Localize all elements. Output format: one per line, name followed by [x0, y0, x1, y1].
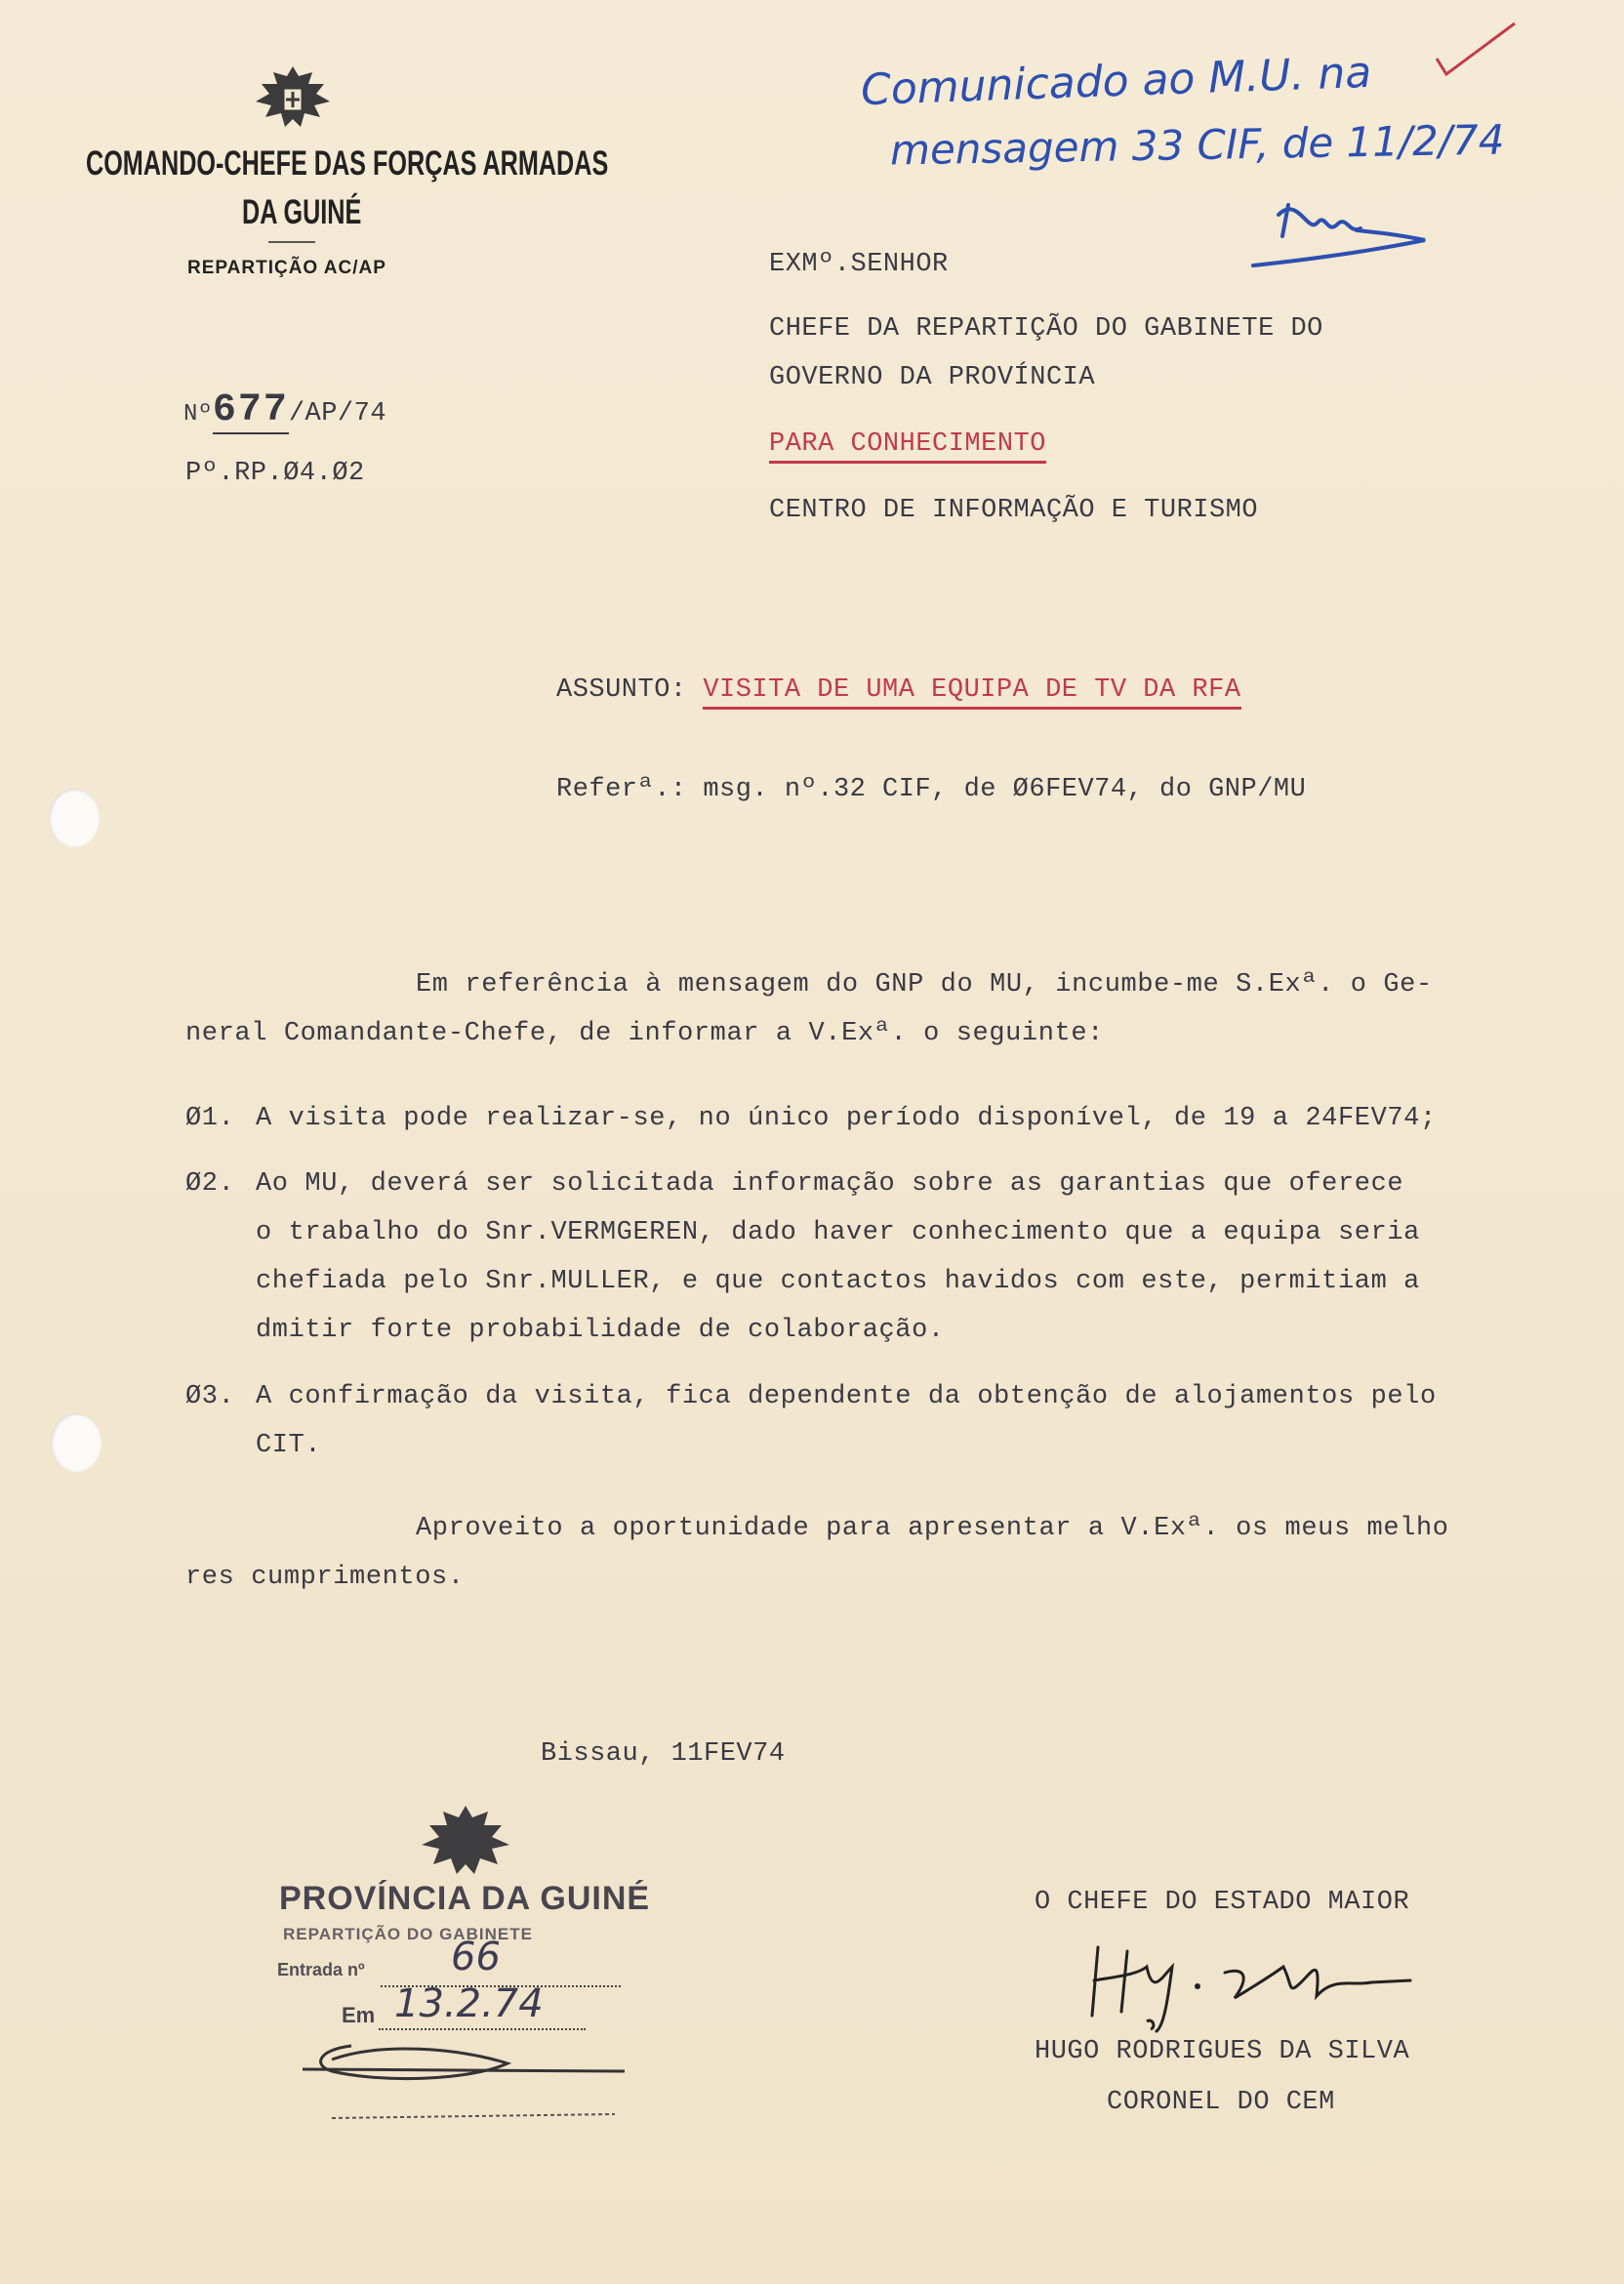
header-divider [268, 241, 315, 243]
closing-line1: Aproveito a oportunidade para apresentar a V.Exª. os meus melho [416, 1514, 1449, 1543]
stamp-line1: PROVÍNCIA DA GUINÉ [279, 1880, 651, 1917]
item-2-line3: chefiada pelo Snr.MULLER, e que contactos havidos com este, permitiam a [256, 1267, 1420, 1296]
org-name-line2: DA GUINÉ [242, 193, 362, 231]
stamp-date-label: Em [342, 2003, 376, 2027]
cc-label-text: PARA CONHECIMENTO [769, 429, 1046, 464]
item-3-line2: CIT. [256, 1431, 322, 1460]
addressee-line1: CHEFE DA REPARTIÇÃO DO GABINETE DO [769, 314, 1323, 344]
item-2-line1: Ao MU, deverá ser solicitada informação sobre as garantias que oferece [256, 1169, 1404, 1199]
signature-title: O CHEFE DO ESTADO MAIOR [1035, 1888, 1410, 1917]
handwritten-signature [1078, 1937, 1440, 2035]
item-1-number: Ø1. [185, 1104, 235, 1133]
cc-recipient: CENTRO DE INFORMAÇÃO E TURISMO [769, 496, 1259, 525]
subject-label: ASSUNTO: [556, 675, 687, 705]
org-name-line1: COMANDO-CHEFE DAS FORÇAS ARMADAS [86, 144, 609, 183]
item-2-line4: dmitir forte probabilidade de colaboração. [256, 1316, 945, 1345]
department-label: REPARTIÇÃO AC/AP [187, 258, 386, 278]
subject-text: VISITA DE UMA EQUIPA DE TV DA RFA [703, 675, 1240, 710]
handwritten-initials [1249, 185, 1435, 273]
addressee-salutation: EXMº.SENHOR [769, 250, 949, 279]
process-reference: Pº.RP.Ø4.Ø2 [185, 459, 365, 488]
stamp-entry-value: 66 [451, 1935, 501, 1979]
item-2-number: Ø2. [185, 1169, 235, 1199]
signatory-rank: CORONEL DO CEM [1107, 2088, 1335, 2117]
handwritten-annotation-line1: Comunicado ao M.U. na [860, 47, 1373, 116]
number-value: 677 [212, 388, 289, 432]
signatory-name: HUGO RODRIGUES DA SILVA [1035, 2037, 1410, 2066]
place-date: Bissau, 11FEV74 [541, 1739, 786, 1769]
number-suffix: /AP/74 [288, 399, 387, 428]
stamp-date-value: 13.2.74 [394, 1981, 544, 2026]
item-2-line2: o trabalho do Snr.VERMGEREN, dado haver conhecimento que a equipa seria [256, 1218, 1420, 1247]
intro-line2: neral Comandante-Chefe, de informar a V.Exª. o seguinte: [185, 1019, 1104, 1048]
coat-of-arms-emblem [244, 62, 342, 139]
intro-line1: Em referência à mensagem do GNP do MU, incumbe-me S.Exª. o Ge- [416, 970, 1433, 999]
item-3-number: Ø3. [185, 1382, 235, 1411]
red-check-mark [1433, 20, 1521, 88]
cc-label [769, 429, 1046, 459]
handwritten-annotation-line2: mensagem 33 CIF, de 11/2/74 [889, 115, 1505, 175]
stamp-scribble [293, 2020, 644, 2128]
addressee-line2: GOVERNO DA PROVÍNCIA [769, 363, 1096, 392]
subject-line [556, 675, 1241, 705]
punch-hole-bottom [51, 1413, 102, 1472]
stamp-line2: REPARTIÇÃO DO GABINETE [283, 1925, 533, 1943]
item-1-line1: A visita pode realizar-se, no único período disponível, de 19 a 24FEV74; [256, 1104, 1437, 1133]
stamp-emblem [414, 1802, 517, 1880]
number-prefix: Nº [183, 401, 213, 428]
punch-hole-top [49, 789, 100, 847]
reference-line: Referª.: msg. nº.32 CIF, de Ø6FEV74, do GNP/MU [556, 775, 1307, 804]
document-number [183, 388, 386, 432]
closing-line2: res cumprimentos. [185, 1563, 465, 1592]
item-3-line1: A confirmação da visita, fica dependente da obtenção de alojamentos pelo [256, 1382, 1437, 1411]
stamp-entry-label: Entrada nº [277, 1960, 365, 1979]
